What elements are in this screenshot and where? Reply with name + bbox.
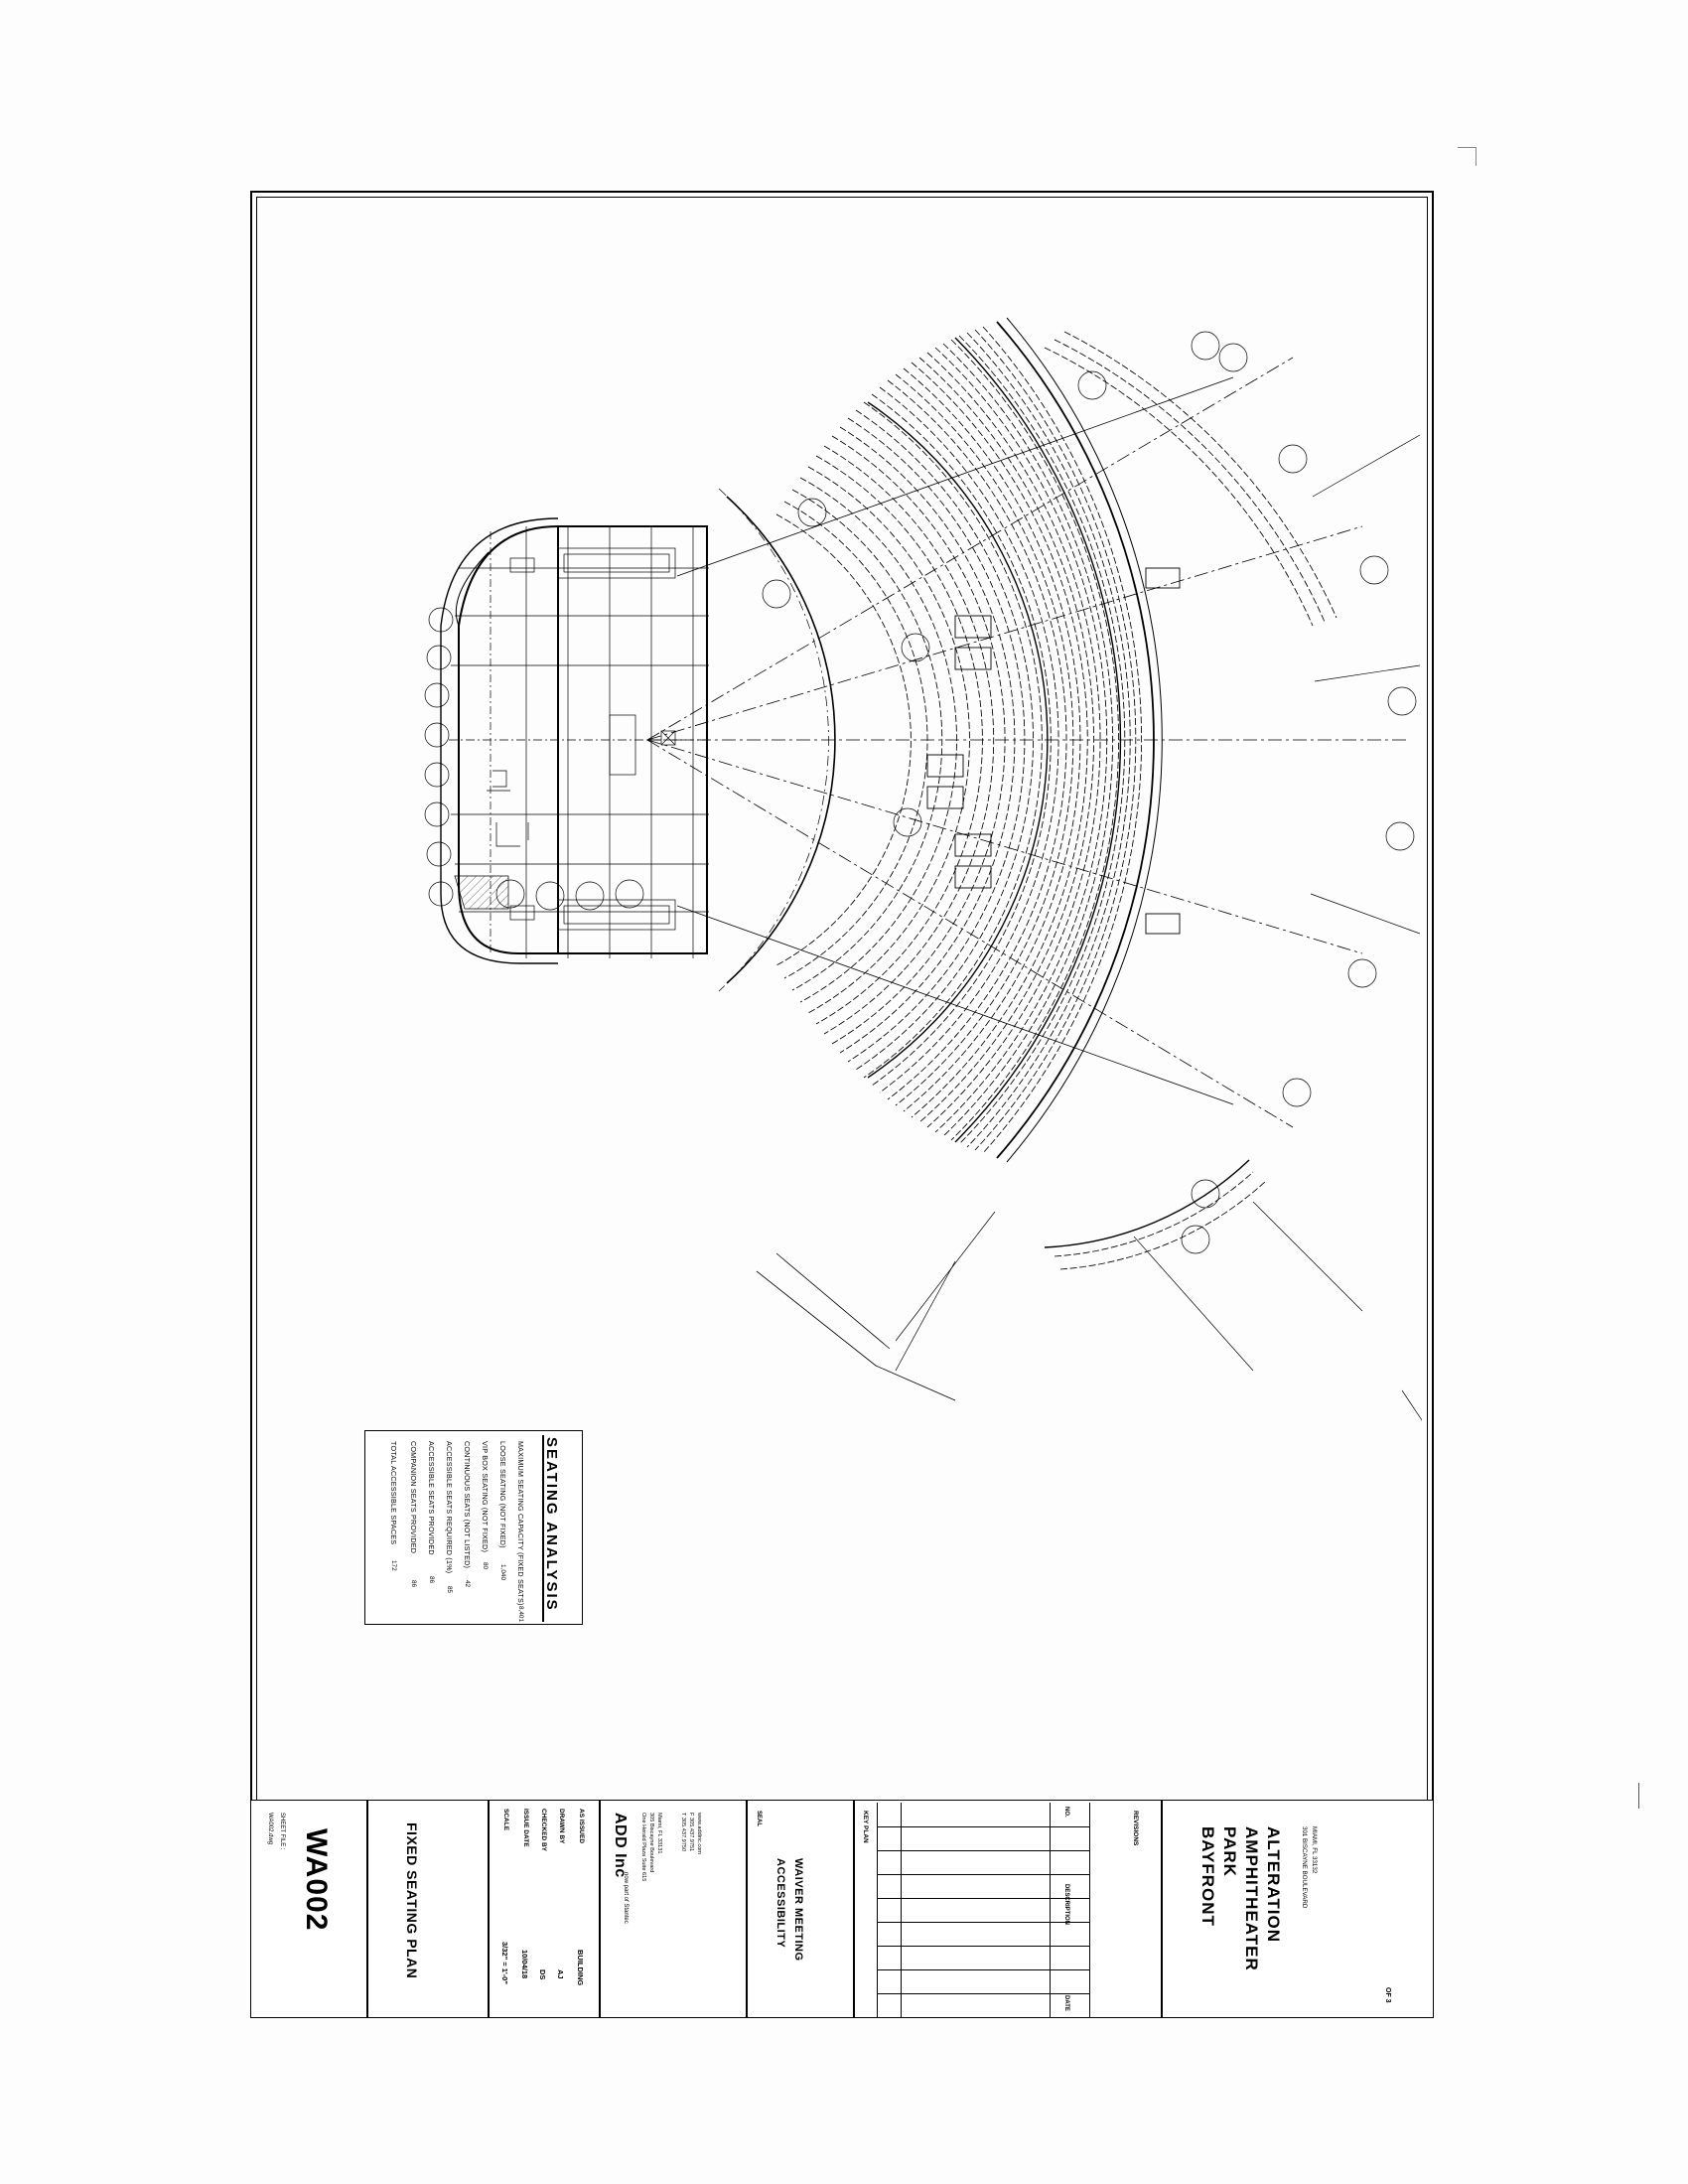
project-name-line-1: BAYFRONT [1198, 1826, 1217, 1927]
seating-analysis-row-value: 80 [482, 1562, 489, 1570]
sheet-number: WA002 [300, 1828, 333, 1932]
seating-analysis-row-label: ACCESSIBLE SEATS REQUIRED (1%) [445, 1441, 454, 1574]
seating-analysis-row-label: COMPANION SEATS PROVIDED [409, 1441, 418, 1554]
seating-analysis-row-value: 86 [410, 1580, 417, 1588]
meeting-note-cell [747, 1800, 854, 2018]
title-block [250, 1800, 1434, 2018]
project-name-line-3: AMPHITHEATER [1242, 1826, 1261, 1971]
meeting-note-line-2: WAIVER MEETING [792, 1858, 804, 1962]
revisions-row-divider [877, 1946, 1089, 1947]
revisions-header-date: DATE [1063, 1995, 1069, 2011]
seating-analysis-row-label: VIP BOX SEATING (NOT FIXED) [481, 1441, 490, 1553]
seal-label: SEAL [756, 1811, 762, 1827]
revisions-header-description: DESCRIPTION [1063, 1884, 1069, 1926]
seating-analysis-row-value: 85 [446, 1586, 453, 1594]
issue-info-cell [489, 1800, 600, 2018]
revisions-table [854, 1800, 1162, 2018]
issue-label-checked-by: CHECKED BY [540, 1809, 547, 1851]
firm-address-line: 305 Biscayne Boulevard [648, 1813, 654, 1873]
seating-analysis-block [364, 1430, 583, 1625]
issue-label-issue-date: ISSUE DATE [522, 1809, 529, 1847]
project-name-line-4: ALTERATION [1264, 1826, 1283, 1944]
revisions-row-divider [877, 1826, 1089, 1827]
sheet-number-cell [250, 1800, 367, 2018]
firm-address-line: One Herald Plaza Suite 615 [640, 1813, 646, 1882]
sheet-title-line-1: FIXED SEATING PLAN [404, 1822, 420, 1979]
issue-label-scale: SCALE [502, 1809, 509, 1831]
seating-analysis-row-label: ACCESSIBLE SEATS PROVIDED [427, 1441, 436, 1555]
scan-edge-artifact [1638, 1783, 1639, 1809]
revisions-header-no: NO. [1063, 1807, 1069, 1818]
project-address-line-2: MIAMI, FL 33132 [1311, 1826, 1318, 1874]
revisions-col-divider [1050, 1803, 1051, 2017]
issue-value-drawn-by: AJ [556, 1969, 565, 1979]
revisions-col-divider [901, 1803, 902, 2017]
meeting-note-line-1: ACCESSIBILITY [774, 1858, 786, 1949]
sheet-count: OF 3 [1384, 1987, 1391, 2003]
firm-tagline: now part of Stantec [623, 1872, 629, 1924]
revisions-row-divider [877, 1874, 1089, 1875]
project-address-line-1: 301 BISCAYNE BOULEVARD [1301, 1826, 1308, 1909]
issue-value-issue-date: 10/04/18 [520, 1950, 529, 1979]
revisions-row-divider [877, 1969, 1089, 1970]
sheet-file-label: SHEET FILE : [279, 1813, 285, 1850]
firm-contact-line: F 305.437.9751 [688, 1813, 694, 1852]
revisions-row-divider [877, 1993, 1089, 1994]
revisions-row-divider [877, 1850, 1089, 1851]
revisions-row-divider [877, 1898, 1089, 1899]
seating-analysis-row-label: LOOSE SEATING (NOT FIXED) [498, 1441, 507, 1548]
revisions-row-divider [877, 1922, 1089, 1923]
seating-analysis-row-value: 8,401 [517, 1606, 524, 1622]
issue-value-checked-by: DS [538, 1969, 547, 1980]
seating-analysis-row-label: MAXIMUM SEATING CAPACITY (FIXED SEATS) [516, 1441, 525, 1606]
seating-analysis-row-label: TOTAL ACCESSIBLE SPACES [389, 1441, 398, 1545]
seating-analysis-row-value: 42 [464, 1580, 471, 1588]
firm-address-line: Miami, FL 33131 [656, 1813, 662, 1854]
issue-label-as-issued: AS ISSUED [578, 1809, 585, 1844]
seating-analysis-row-value: 86 [428, 1576, 435, 1584]
issue-value-scale: 3/32" = 1'-0" [500, 1942, 509, 1984]
firm-info-cell [600, 1800, 747, 2018]
sheet-file-value: WA002.dwg [267, 1813, 273, 1845]
issue-value-as-issued: BUILDING [576, 1950, 585, 1986]
seating-analysis-row-value: 172 [390, 1560, 397, 1571]
issue-label-drawn-by: DRAWN BY [558, 1809, 565, 1844]
revisions-label: REVISIONS [1132, 1811, 1139, 1846]
project-name-line-2: PARK [1220, 1826, 1239, 1877]
project-info-cell [1162, 1800, 1434, 2018]
revisions-col-divider [1089, 1803, 1090, 2017]
seating-analysis-title: SEATING ANALYSIS [543, 1437, 560, 1612]
firm-contact-line: T 305.437.9750 [680, 1813, 686, 1852]
seating-analysis-row-value: 1,040 [499, 1564, 506, 1580]
sheet-title-cell [367, 1800, 489, 2018]
scan-corner-tick [1458, 147, 1477, 166]
firm-name: ADD Inc [612, 1813, 629, 1878]
firm-contact-line: www.addinc.com [696, 1813, 702, 1854]
seating-analysis-row-label: CONTINUOUS SEATS (NOT LISTED) [463, 1441, 472, 1569]
key-plan-label: KEY PLAN [862, 1811, 869, 1843]
revisions-col-divider [877, 1803, 878, 2017]
